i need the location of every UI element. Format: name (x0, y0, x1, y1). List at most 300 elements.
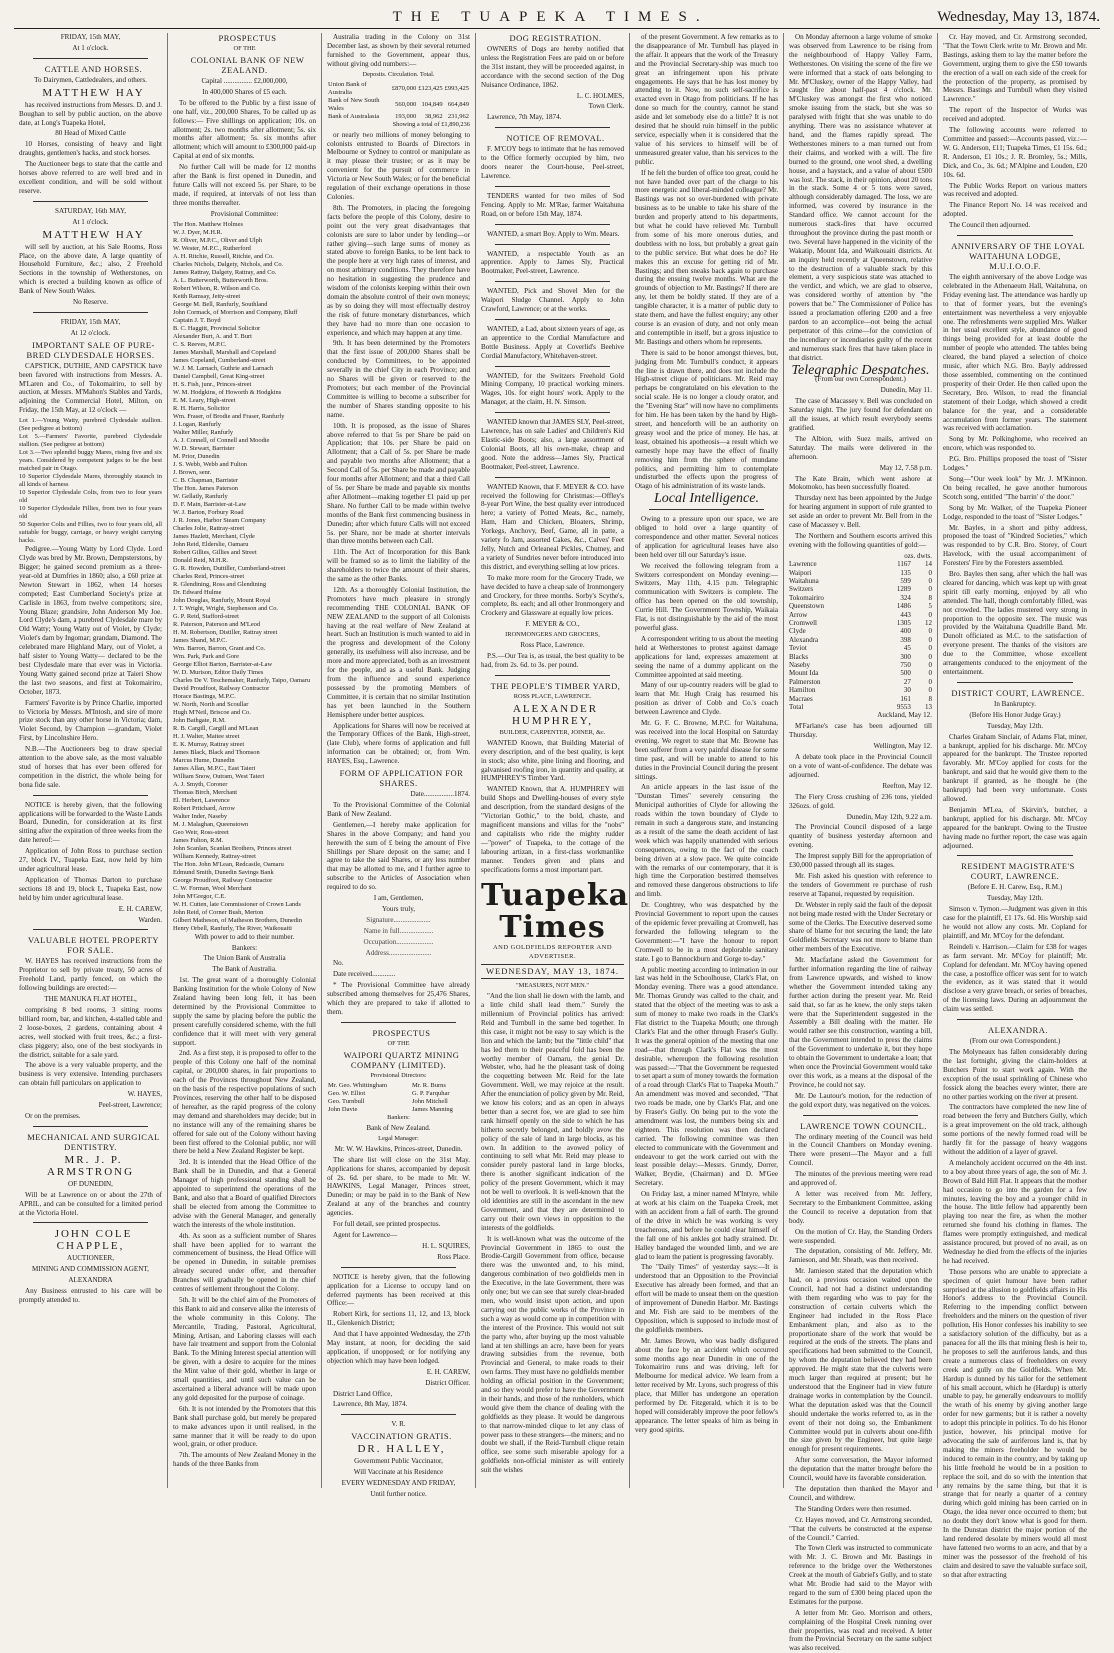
committee-member: The Hon. James Paterson (173, 484, 238, 492)
prospectus-body: Applications for Shares will now be received at the Temporary Offices of the Bank, High-street, (late Club), where forms of application and full information can be obtained; or, from Wm. HAYES, Esq., Lawrence. (327, 721, 470, 766)
waipori-prospectus-heading: PROSPECTUS (372, 1027, 431, 1038)
alexandra-heading: ALEXANDRA. (987, 1025, 1048, 1036)
hotel-body2: comprising 8 bed rooms, 3 sitting rooms billiard room, bar, and kitchen, 4-stalled table and 2 loose-boxes, 2 gardens, containing about 4 acres, well stocked with fruit trees, &c.; a first-class piggery; also, one of the best stockyards in the district, suitable for a sale yard. (19, 1005, 162, 1059)
wanted-ad: WANTED, a respectable Youth as an apprentice. Apply to James Sly, Practical Bootmaker, Peel-street, Lawrence. (481, 249, 624, 276)
form-am: I am, Gentlemen, (373, 894, 424, 903)
council-item: The Standing Orders were then resumed. (795, 1504, 912, 1513)
rm-date: Tuesday, May 12th. (986, 894, 1044, 903)
committee-member: C. S. Reeves, M.P.C. (173, 340, 227, 348)
committee-member: James Fulton, R.M. (173, 836, 224, 844)
local-item: On Monday afternoon a large volume of smoke was observed from Lawrence to be rising from the neighbourhood of Happy Valley Farm, Wetherstones. On visiting the scene of the fire we were informed that a stack of oats belonging to Mr. M'Cluskey, owner of the Happy Valley, had caught fire about half-past 4 o'clock. Mr. M'Cluskey was amongst the first who noticed smoke issuing from the stack, but she was so paralysed with fright that she was unable to do anything. There was no assistance whatever at hand, and the flames rapidly spread. The Wetherstones miners to a man turned out from their claims, and worked with a will. The fire burned to the ground, one wool shed, a dwelling house, and a haystack, and a value of about £500 was lost. The stack, in their opinion, about 20 tons in the stack. Some 4 or 5 tons were saved, although considerably damaged. The loss, we are informed, was covered by insurance in the Standard office. We cannot account for the numerous stack-fires that have occurred throughout the province during the past month or two. Several have happened in the vicinity of the Wakatip, Mount Ida, and Waikouaiti districts. At an inquiry held recently at Queenstown, relative to the destruction of a valuable stack by this element, a very suspicious state was attached to the verdict, and which, we are glad to observe, was considered worthy of attention by "the powers that be." The Commissioner of Police has issued a proclamation offering £200 and a free pardon to an accomplice—not being the actual perpetrator of this crime—for the conviction of the incendiary or incendiaries guilty of the recent and numerous stack fires that have taken place in that district. (789, 33, 932, 362)
committee-member: W. North, North and Scoullar (173, 700, 249, 708)
prospectus-body: 12th. As a thoroughly Colonial Institution, the Promoters have much pleasure in strongly recommending THE COLONIAL BANK OF NEW ZEALAND to the support of all Colonists having at the real welfare of New Zealand at heart. Such an Institution is much wanted to aid in the progress and development of the Colony generally, its usefulness will also increase, and be more and more appreciated, both as an investment for the people, and as a useful Bank. Judging from the influence and sound experience possessed by the promoting Members of Committee, it is certain that no similar Institution has yet been launched in the Southern Hemisphere under better auspices. (327, 585, 470, 719)
divider (341, 1267, 456, 1268)
council-item: The deputation, consisting of Mr. Jeffery, Mr. Jamieson, and Mr. Sheath, was then received. (789, 1247, 932, 1265)
sale3-heading: IMPORTANT SALE OF PURE-BRED CLYDESDALE HORSES. (26, 339, 155, 360)
divider (33, 58, 148, 59)
nota-bene: N.B.—The Auctioneers beg to draw special attention to the above sale, as the most valuable stud of horses that has ever been offered for competition in the district, the whole being for bona fide sale. (19, 745, 162, 789)
wanted-ad: To make more room for the Grocery Trade, we have decided to have a cheap sale of Ironmongery and Crockery, for three months. Sorby's Scythe's, complete, 8s. each; and all other Ironmongery and Crockery and Glassware at equally low prices. (481, 573, 624, 618)
leader-paragraph: of the present Government. A few remarks as to the disappearance of Mr. Turnbull has played in the affair. It appears that the work of the Treasury and the Provincial Secretary-ship was much too great an infringement upon his private engagements. He says that he has lost money by attending to it. Now, no such self-sacrifice is exacted even in Otago from politicians. If he has done so much for the country, cannot he stand aside and let somebody else do a little? It is not desired that he should ruin himself in the public service, especially when it is considered that the value of his services to himself will be of unmeasured greater value, than his services to the public. (635, 33, 778, 166)
divider (33, 929, 148, 930)
local-item: Many of our up-country readers will be glad to learn that Mr. Hugh Craig has resumed his position as driver of Cobb and Co.'s coach between Lawrence and Clyde. (635, 681, 778, 717)
prospectus-body: Australia trading in the Colony on 31st December last, as shown by their several returned furnished to the Government, appear thus, without giving odd numbers:— (327, 33, 470, 68)
divider (495, 127, 610, 128)
column-6 (784, 33, 938, 1653)
list-item: Lot 3.—Two splendid buggy Mares, rising five and six years. Considered by competent judges to be the best matched pair in Otago. (19, 449, 162, 473)
table-row: Waipori 135 0 (789, 568, 932, 577)
hotel-heading: VALUABLE HOTEL PROPERTY FOR SALE. (28, 935, 159, 956)
list-item: 10 Superior Clydesdale Colts, from two to four years old (19, 489, 162, 505)
committee-member: Robert Wilson, R. Wilson and Co. (173, 284, 261, 292)
form-field[interactable]: Name in full................... (363, 926, 434, 935)
divider (33, 1222, 148, 1223)
table-row: Cromwell 1305 12 (789, 619, 932, 627)
committee-member: W. J. Barton, Forbury Road (173, 508, 244, 516)
removal-body: F. M'COY begs to intimate that he has removed to the Office formerly occupied by him, two doors nearer the Court-house, Peel-street, Lawrence. (481, 145, 624, 180)
form-to: To the Provisional Committee of the Colonial Bank of New Zealand. (327, 800, 470, 818)
divider (495, 477, 610, 478)
prospectus-heading: PROSPECTUS (218, 33, 277, 43)
notice2-a: Robert Kirk, for sections 11, 12, and 13, block II., Glenkenich District; (327, 1310, 470, 1328)
waipori-legal-heading: Legal Manager: (378, 1134, 419, 1142)
table-row: Arrow 443 0 (789, 610, 932, 619)
committee-member: C. B. Chapman, Barrister (173, 476, 238, 484)
notice1-signature: E. H. CAREW, (118, 904, 162, 913)
power-note: With power to add to their number. (194, 932, 295, 941)
vaccination-body: Will Vaccinate at his Residence (353, 1468, 444, 1477)
prospectus-body: 1st. The great want of a thoroughly Colonial Banking Institution for the whole Colony of New Zealand having been long felt, it has been determined by the Provisional Committee to supply the same by placing before the public the present carefully considered scheme, with the full confidence that it will meet with very general support. (173, 976, 316, 1047)
divider (33, 312, 148, 313)
removal-heading: NOTICE OF REMOVAL. (506, 133, 605, 144)
sale3-time: At 12 o'clock. (70, 328, 111, 337)
hotel-body: W. HAYES has received instructions from the Proprietor to sell by private treaty, 50 acres of Freehold Land, partly fenced, on which the following buildings are erected:— (19, 957, 162, 993)
notice2-signature: E. H. CAREW, (426, 1367, 470, 1376)
prospectus-body: 9th. It has been determined by the Promoters that the first issue of 200,000 Shares shall be conducted by Committees, to be appointed severally in the chief City in each Province; and no Shares will be given or reserved to the Promoters; but each member of the Provincial Committee is willing to become a subscriber for the number of Shares standing opposite to his name. (327, 339, 470, 419)
committee-member: Charles Jolie, Rattray-street (173, 524, 245, 532)
prospectus-body: 7th. The amounts of New Zealand Money in the hands of the three Banks from (173, 1451, 316, 1469)
committee-member: Charles De V. Teschemaker, Ranfurly, Taipo, Oamaru (173, 676, 311, 684)
table-row: Hamilton 30 0 (789, 686, 932, 695)
dispatch: The case of Macassey v. Bell was concluded on Saturday night. The jury found for defendant on all the issues, at which result everybody seems gratified. (789, 397, 932, 432)
committee-member: James Rattray, Dalgety, Rattray, and Co. (173, 268, 277, 276)
committee-member: Wm. Barron, Barron, Grant and Co. (173, 644, 266, 652)
notice1-role: Warden. (138, 915, 162, 924)
committee-member: El. Herbert, Lawrence (173, 796, 230, 804)
divider (495, 675, 610, 676)
committee-member: D. F. Main, Barrister-at-Law (173, 500, 247, 508)
dispatch: The Northern and Southern escorts arrived this evening with the following quantities of gold:— (789, 531, 932, 549)
council-item: The following accounts were referred to Committee and passed:—Accounts passed, viz.:—W. G. Anderson, £11; Tuapeka Times, £1 15s. 6d.; R. Anderson, £1 10s.; J. R. Bromley, 5s.; Mills, Dick, and Co., 3s. 6d.; M'Alpine and Louden, £20 10s. 6d. (943, 126, 1087, 179)
council-item: The Town Clerk was instructed to communicate with Mr. J. C. Brown and Mr. Bastings in reference to the bridge over the Wetherstones Creek at the mouth of Gabriel's Gully, and to state what Mr. Brodie had said to the Mayor with regard to the sum of £300 being placed upon the Estimates for the purpose. (789, 1544, 932, 1606)
alexandra-item: Those persons who are unable to appreciate a specimen of quiet humour have been rather surprised at the allusion to goldfields affairs in His Honor's address to the Provincial Council. Referring to the impending conflict between freeholders and the miners on the question of river pollution, His Honor confesses his inability to see a satisfactory solution of the difficulty, but as a panacea for all the ills that mining flesh is heir to, he proposes to sell the auriferous lands, and thus create a numerous class of freeholders on every creek and gully on the Goldfields. When Mr. Hardup is dunned by his tailor for the settlement of his small account, which he (Hardup) is utterly unable to pay, he generally endeavours to mollify the wrath of his enemy by giving another large order for new garments; but it is rather a novelty to adopt this principle in politics. To do his Honor justice, however, his principal motive for advocating the sale of auriferous land is, that by making the miners freeholder he would be induced to remain in the country, and by taking up his little freehold he would be in a position to replace the soil, and do so with the intention that any remains by the same thing, but that it is strange that for nearly a quarter of a century during which gold mining has been carried on in Otago, the idea never once occurred to them; but no doubt they don't know what is good for them. In the Dunstan district the major portion of the land rendered desolate by miners would all most have fattened two worms to an acre, and that by a miner was the possessor of the freehold of his claim and desired to save the valuable surface soil, so that after extracting (943, 1267, 1087, 1579)
waipori-body: The share list will close on the 31st May. Applications for shares, accompanied by deposit of 2s. 6d. per share, to be made to Mr. W. HAWKINS, Legal Manager, Princes street, Dunedin; or may be paid in to the Bank of New Zealand at any of the branches and country agencies. (327, 1155, 470, 1218)
council-heading: LAWRENCE TOWN COUNCIL. (800, 1120, 927, 1131)
council-item: After some conversation, the Mayor informed the deputation that the matter brought before the Council, would have its favorable consideration. (789, 1456, 932, 1483)
table-row: Palmerston 27 0 (789, 677, 932, 686)
table-row: Mr. Geo. Whittingham Mr. R. Burns (328, 1081, 446, 1089)
committee-member: W. H. Cutten, late Commissioner of Crown Lands (173, 900, 301, 908)
committee-member: Horace Bastings, M.P.C. (173, 692, 236, 700)
bank-name: COLONIAL BANK OF NEW ZEALAND. (190, 55, 305, 75)
timber-body: WANTED Known, that Building Material of every description, and of the best quality, is kept in stock; also white, pine lining and flooring, and galvanised roofing iron, in quantity and quality, at HUMPHREY'S Timber Yard. (481, 738, 624, 783)
tenders: TENDERS wanted for two miles of Sod Fencing. Apply to Mr. M'Rae, farmer Waitahuna Road, on or before 15th May, 1874. (481, 191, 624, 218)
masthead (14, 0, 1100, 29)
committee-member: G. P. Reid, Stafford-street (173, 612, 239, 620)
timber-body2: WANTED Known, that A. HUMPHREY will build Shops and Dwelling-houses of every style and description, from the standard designs of the "Victorian Gothic," to the bold, chaste, and magnificent mansions and villas for the "nobs" and capitalists who ride the mighty rudder—"power" of Tuapeka, to the cottage of the labouring artizan, in a first-class workmanlike manner. Tenders given and plans and specifications forms a most important part. (481, 785, 624, 874)
dog-heading: DOG REGISTRATION. (509, 33, 602, 43)
council-item: The Council then adjourned. (949, 221, 1031, 230)
pedigree2: Farmers' Favorite is by Prince Charlie, imported to Victoria by Messrs. M'Intosh, and sire of more prize stock than any other horse in Victoria; dam, Violet Second, by Champion —grandam, Violet First, by Lincolnshire Hero. (19, 698, 163, 743)
table-total: Showing a total of £1,890,236 (392, 120, 470, 128)
leader-paragraph: "And the lion shall lie down with the lamb, and a little child shall lead them." Surely the millennium of Provincial politics has arrived: Reid and Turnbull in the same bed together. In this case, it might not be easy to say which is the lion and which the lamb; but the "little child" that has led them to their peaceful fold has been the worthy member of Oamaru, the genial Dr. Webster, who, had he the pleasant task of doing the coquetting between Mr. Reid for the late Government. Well, we may rejoice at the result. After the enunciation of policy given by Mr. Reid, we know his colors; and as an open in always better than a secret foe, we are glad to see him rank himself openly on the side to which he has hitherto secretly belonged, and boldly avow the policy of the sale of land in large blocks, as his own. In addition to the avowed policy of continuing to sell what Mr. Reid may please to consider purely pastoral land in large blocks, there is another significant indication of the policy of the present Government, which it may not be well to overlook. It is well-known that the old identities are still in the ascendant in the new Government, and that they are determined to carry out their own views in opposition to the interests of the goldfields. (481, 992, 624, 1232)
table-row: Bank of Australasia 193,000 38,962 231,962 (328, 112, 469, 120)
wanted-ad: WANTED, a Lad, about sixteen years of age, as an apprentice to the Cordial Manufacture and Bottle Business. Apply at Coverlid's Beehive Cordial Manufactory, Whitehaven-street. (481, 324, 624, 360)
sale1-body: has received instructions from Messrs. D. and J. Boughan to sell by public auction, on the above date, at Long's Tuapeka Hotel, (19, 100, 162, 127)
committee-member: John M'Gregor, C.E. (173, 892, 226, 900)
notice1-a: Application of John Ross to purchase section 27, block IV., Tuapeka East, now held by him under agricultural lease. (19, 847, 162, 873)
committee-member: M. Prior, Dunedin (173, 452, 220, 460)
committee-member: B. C. Haggitt, Provincial Solicitor (173, 324, 261, 332)
committee-member: W. M. Hodgkins, of Howorth & Hodgkins (173, 388, 282, 396)
committee-member: Wm. Fraser, of Brodie and Fraser, Ranfurly (173, 412, 285, 420)
form-field[interactable]: Occupation..................... (363, 937, 434, 946)
local-item: Owing to a pressure upon our space, we are obliged to hold over a large quantity of correspondence and other matter. Several notices of application for agricultural leases have also been held over till our Saturday's issue. (635, 515, 778, 559)
sale1-item: 10 Horses, consisting of heavy and light draughts, gentlemen's hacks, and stock horses. (19, 140, 162, 158)
dispatch: The Fiery Cross crushing of 236 tons, yielded 326ozs. of gold. (789, 792, 932, 810)
lodge-item: The eighth anniversary of the above Lodge was celebrated in the Athenaeum Hall, Waitahuna, on Friday evening last. The attendance was hardly up to that of former years, but the evening's entertainment was nevertheless a very enjoyable one. The refreshments were supplied Mrs. Walker in her usual excellent style, abundance of good things being provided for at least double the number of people who attended. The tables being cleared, the band played a selection of choice music, after which N.G. Bro. Bayly addressed those assembled, commenting on the continued prosperity of their Order. He then called upon the Secretary, Bro. Wilson, to read the financial statement of their Lodge, which showed a credit balance for the year, and a considerable accumulation from former years. The statement was received with acclamation. (943, 273, 1087, 433)
deposits-table-head: Deposits. Circulation. Total. (362, 70, 435, 78)
hotel-body3: The above is a very valuable property, and the business is very extensive. Intending purchasers can obtain full particulars on application to (19, 1061, 162, 1088)
committee-member: G. R. Howden, Duttiller, Cumberland-street (173, 564, 286, 572)
notice1: NOTICE is hereby given, that the following applications will be forwarded to the Waste Lands Board, Dunedin, for consideration at its first sitting after the expiration of three weeks from the date hereof:— (19, 800, 162, 845)
waipori-name: WAIPORI QUARTZ MINING COMPANY (LIMITED). (343, 1049, 460, 1070)
wanted-ad: WANTED, for the Switzers Freehold Gold Mining Company, 10 practical working miners. Wages, 10s. for eight hours' work. Apply to the Manager, at the claim, H. N. Simson. (481, 371, 624, 407)
divider (957, 1019, 1073, 1020)
court-date: Tuesday, May 12th. (986, 721, 1044, 730)
list-item: 10 Superior Clydesdale Mares, thoroughly staunch in all kinds of harness (19, 473, 162, 489)
committee-member: Walter Inder, Naseby (173, 812, 228, 820)
council-item: The report of the Inspector of Works was received and adopted. (943, 106, 1087, 124)
vaccination-heading: VACCINATION GRATIS. (351, 1431, 452, 1442)
court-item: Reindeli v. Harrison.—Claim for £38 for wages as farm servant. Mr. M'Coy for plaintiff; Mr. Copland for defendant. Mr. M'Coy having opened the case, a postoffice officer was sent for to watch the evidence, as it was stated that it would disclose a very grave breach, or series of breaches, of the licensing laws. During an adjournment the claim was settled. (943, 942, 1087, 1014)
divider (495, 366, 610, 367)
prospectus-body: 2nd. As a first step, it is proposed to offer to the people of this Colony one half of the nominal capital, or 200,000 shares, in fair proportions to each of the Provinces throughout New Zealand, on the basis of the respective populations of such Provinces, reserving the other half to be disposed of hereafter, as the rapid progress of the colony may demand and shareholders may decide; but in no instance will any of the remaining shares be offered for sale out of the Colony without having been first offered to the Colonial public, nor will there be held a New Zealand Register be kept. (173, 1049, 316, 1156)
local-item: On Friday last, a miner named M'Intyre, while at work at his claim on the Tuapeka Creek, met with an accident from a fall of earth. The ground of the drive in which he was working is very treacherous, and before he could clear himself of the fall one of his ankles got badly strained. Dr. Halley bandaged the wounded limb, and we are glad to learn the patient is progressing favorably. (635, 1190, 778, 1261)
dispatch-place: Dunedin, May 12th, 9.22 a.m. (846, 812, 932, 821)
committee-member: George Elliot Barton, Barrister-at-Law (173, 660, 273, 668)
committee-member: James Marshall, Marshall and Copeland (173, 348, 276, 356)
sale1-time: At 1 o'clock. (72, 43, 109, 52)
deposits-table (327, 81, 470, 121)
committee-member: John Reid, Elderslie, Oamaru (173, 540, 249, 548)
telegraphic-heading: Telegraphic Despatches. (791, 362, 930, 378)
columns (14, 33, 1100, 1653)
divider (495, 319, 610, 320)
court-item: Charles Graham Sinclair, of Adams Flat, miner, a bankrupt, applied for his discharge. Mr. M'Coy appeared for the bankrupt. The Trustee reported favorably. Mr. M'Coy applied for costs for the bankrupt, and said that he would give them to the bankrupt if granted, as he thought he (the bankrupt) had been very unfortunate. Costs allowed. (943, 732, 1087, 803)
form-heading: FORM OF APPLICATION FOR SHARES. (339, 768, 464, 789)
leader-paragraph: It is well-known what was the outcome of the Provincial Government in 1865 to oust the Brodie-Cargill Government from office, because there was the unwonted and, to his mind, dangerous combination of two goldfields men in the Executive, in the late Government, there was only one; but we can see that surely clear-headed men, who would insist upon action, and upon carrying out the public works of the Province in such a way as would come up in competition with the interest of the Province. This would not suit the party who, after buying up the most valuable land at ten shillings an acre, have been for years drawing subsidies from the revenue, both Provincial and General, to make roads to their own farms. They must have no goldfields member holding an official position in the Government; and so they would prefer to have the Government in their hands, and those of the runholders, which would give them the chance of dealing with the goldfields as they please. It would be dangerous to that narrow-minded clique to let any class of power pass to these strangers—the miners; and no doubt we shall, if the Reid-Turnbull clique retain office, see some such miserable apology for a goldfields non-official minister as will entirely suit the wishes (481, 1234, 624, 1475)
table-row: Naseby 750 0 (789, 661, 932, 670)
meyer-signature: F. MEYER & CO., (525, 620, 580, 629)
council-item: On the motion of Cr. Hay, the Standing Orders were suspended. (789, 1227, 932, 1245)
issue-date: WEDNESDAY, MAY 13, 1874. (481, 965, 624, 979)
auctioneer-name: MATTHEW HAY (42, 228, 145, 241)
local-item: Dr. Coughtrey, who was despatched by the Provincial Government to report upon the causes of the epidemic fever prevailing at Cromwell, has forwarded the following telegram to the Government:—"I have the honour to report Cromwell to be in a most deplorable sanitary state. I go to Bannockburn and Gorge to-day." (635, 901, 778, 963)
dog-body: OWNERS of Dogs are hereby notified that unless the Registration Fees are paid on or before the 31st instant, they will be proceeded against, in accordance with the second section of the Dog Nuisance Ordinance, 1862. (481, 45, 624, 89)
form-field[interactable]: Signature..................... (366, 915, 431, 924)
sale3-date: FRIDAY, 15th MAY, (60, 317, 121, 326)
committee-member: R. H. Harris, Solicitor (173, 404, 230, 412)
sale2-body: will sell by auction, at his Sale Rooms, Ross Place, on the above date, A large quantity of Household Furniture, &c.; also, 2 Freehold Sections in the township of Wetherstones, on which is erected a building known as office of Bank of New South Wales. (19, 242, 162, 296)
committee-member: John Cormack, of Morrison and Company, Bluff (173, 308, 298, 316)
table-total-row: Total 9553 13 (789, 703, 932, 712)
form-body: Gentlemen,—I hereby make application for Shares in the above Company; and hand you herewith the sum of £ being the amount of Five Shillings per Share deposit on the same; and I agree to take the said Shares, or any less number that may be allotted to me, and I further agree to subscribe to the Articles of Association when required to do so. (327, 820, 470, 892)
committee-member: Thomas Birch, Merchant (173, 788, 238, 796)
waipori-agent: Agent for Lawrence— (333, 1230, 398, 1239)
committee-member: E. M. Leary, High-street (173, 396, 236, 404)
committee-member: W. D. Stewart, Barrister (173, 444, 235, 452)
prospectus-body: 6th. It is not intended by the Promoters that this Bank shall purchase gold, but merely be prepared to make advances upon it until realised, in the same manner that it will be ready to do upon wool, grain, or other produce. (173, 1404, 316, 1449)
court-item: Simson v. Tymon.—Judgment was given in this case for the plaintiff, £1 17s. 6d. His Worship said he would not allow any costs. Mr. Copland for plaintiff, and Mr. M'Coy for the defendant. (943, 905, 1087, 940)
council-item: A letter from Mr. Geo. Morrison and others, complaining of the Hospital Creek running over their properties, was read and received. A letter from the Provincial Secretary on the same subject was also received. (789, 1608, 932, 1653)
gold-escort-table (789, 552, 932, 712)
table-header: ozs. dwts. (904, 551, 932, 560)
committee-member: John Bathgate, R.M. (173, 716, 226, 724)
leader-paragraph: There is said to be honor amongst thieves, but, judging from Mr. Turnbull's conduct, it appears the line is drawn there, and does not include the High-street clique of politicians. Mr. Reid may perhaps be congratulated on his elevation to the social scale. He is no longer a cloudy orator, and the "Evening Star" will now have no compliments for him. He has been taken by the hand by High-street, and henceforth will be an authority on greasy wool and the price of money. He has, at least, obtained his apotheosis—a result which we earnestly hope may have the effect of finally removing him from the sphere of mundane politics, and permitting him to contemplate undisturbed the effects upon the progress of Otago of his administration of its waste lands. (635, 348, 778, 491)
committee-member: J. Logan, Ranfurly (173, 420, 221, 428)
meyer-role: IRONMONGERS AND GROCERS, (505, 631, 600, 639)
committee-member: James Black, Black and Thomson (173, 748, 260, 756)
prospectus-body: or nearly two millions of money belonging to colonists entrusted to Boards of Directors in Melbourne or Sydney to control or manipulate as it may please their trustee; or as it may be convenient for the pursuit of commerce in Victoria or New South Wales; or for the beneficial regulation of their exchange operations in those Colonies. (327, 130, 470, 201)
divider (957, 235, 1073, 236)
waipori-of: OF THE (387, 1039, 410, 1047)
committee-member: W. J. M. Larnach, Guthrie and Larnach (173, 364, 274, 372)
waipori-bankers-heading: Bankers: (387, 1113, 410, 1121)
list-item: 10 Superior Clydesdale Fillies, from two to four years old (19, 505, 162, 521)
bankers-heading: Bankers: (231, 943, 258, 952)
dispatch: Mr. Fish asked his question with reference to the tenders of Government re purchase of rush reserve at Tapanui, requested by requisition. (789, 871, 932, 898)
table-row: Mount Ida 500 0 (789, 669, 932, 678)
nameplate-subtitle: AND GOLDFIELDS REPORTER AND ADVERTISER. (481, 944, 624, 965)
sale1-to: To Dairymen, Cattledealers, and others. (34, 75, 147, 84)
council-item: A letter was received from Mr. Jeffery, Secretary to the Embankment Committee, asking the Council to receive a deputation from that body. (789, 1189, 932, 1225)
dispatch: M'Farlane's case has been adjourned till Thursday. (789, 722, 932, 740)
committee-member: Dr. Edward Hulme (173, 588, 222, 596)
court-item: Benjamin M'Lea, of Skirvin's, butcher, a bankrupt, applied for his discharge. Mr. M'Coy appeared for the bankrupt. Owing to the Trustee having made no further report, the case was again adjourned. (943, 805, 1087, 850)
column-1 (14, 33, 168, 1488)
rm-court-heading: RESIDENT MAGISTRATE'S COURT, LAWRENCE. (961, 861, 1075, 882)
committee-member: Henry Orbell, Ranfurly, The River, Waikouaiti (173, 924, 292, 932)
alexandra-item: The contractors have completed the new line of road between the ferry and Butchers Gully, which is a great improvement on the old track, although some portions of the newly formed road will be hardly fit for the passage of heavy waggons without the addition of a layer of gravel. (943, 1103, 1087, 1156)
committee-member: H. S. Fish, junr., Princes-street (173, 380, 252, 388)
notice2-office: District Land Office, (333, 1389, 393, 1398)
dog-date: Lawrence, 7th May, 1874. (487, 113, 562, 122)
lodge-item: Bro. Bayles then sang, after which the hall was cleared for dancing, which was kept up with great spirit till early morning, enjoyed by all who attended. The hall, though comfortably filled, was not crowded. The ladies mustered very strong in proportion to the opposite sex. The music was provided by the Waitahuna Quadrille Band. Mr. Dunolt officiated as M.C. to the satisfaction of everyone present. The thanks of the visitors are due to the Committee, whose excellent arrangements conduced to the enjoyment of the entertainment. (943, 570, 1087, 676)
committee-member: Keith Ramsay, Jetty-street (173, 292, 241, 300)
committee-member: Alexander Burt, A. and T. Burt (173, 332, 252, 340)
sale1-date: FRIDAY, 15th MAY, (60, 33, 121, 41)
committee-member: H. M. Robertson, Distiller, Rattray street (173, 628, 278, 636)
divider (803, 1115, 918, 1116)
council-item: Cr. Hay moved, and Cr. Armstrong seconded, "That the Town Clerk write to Mr. Brown and Mr. Bastings, asking them to lay the matter before the Government, urging them to give the £50 towards the erection of a wall on each side of the creek for the protection of the property, as promised by Messrs. Bastings and Turnbull when they visited Lawrence." (943, 33, 1087, 104)
chapple-body: Any Business entrusted to his care will be promptly attended to. (19, 1287, 162, 1305)
prospectus-of: OF THE (233, 45, 256, 52)
court-judge: (Before His Honor Judge Gray.) (969, 710, 1061, 719)
dentist-body: Will be at Lawrence on or about the 27th of APRIL, and can be consulted for a limited period at the Victoria Hotel. (19, 1190, 162, 1217)
divider (33, 1126, 148, 1127)
waipori-agent-place: Ross Place. (437, 1252, 470, 1261)
meyer-ps: P.S.—Our Tea is, as usual, the best quality to be had, from 2s. 6d. to 3s. per pound. (481, 652, 624, 669)
waipori-directors-heading: Provisional Directors: (370, 1071, 427, 1079)
capital2: In 400,000 Shares of £5 each. (202, 87, 287, 96)
alexandra-item: A melancholy accident occurred on the 4th inst. to a boy about three years of age, the son of Mr. J. Brown of Bald Hill Flat. It appears that the mother had occasion to go into the garden for a few minutes, leaving the boy and a younger child in the house. The little fellow had apparently been playing too near the fire, as when the mother returned she found his clothing in flames. The flames were promptly extinguished, and medical assistance procured, but proved of no avail, as on Wednesday he died from the effects of the injuries he had received. (943, 1158, 1087, 1265)
vaccination-doctor: DR. HALLEY, (357, 1443, 446, 1456)
local-item: A correspondent writing to us about the meeting held at Wetherstones to protest against damage applications for land, expresses amazement at seeing the name of a dummy applicant on the Committee appointed at said meeting. (635, 634, 778, 679)
prospectus-body: 4th. As soon as a sufficient number of Shares shall have been applied for to warrant the commencement of business, the Head Office will be opened in Dunedin, in suitable premises already secured under offer, and thereafter Branches will gradually be opened in the chief centres of settlement throughout the Colony. (173, 1231, 316, 1294)
committee-member: Wm. Park, Park and Gore (173, 652, 240, 660)
committee-member: C. W. Forman, Wool Merchant (173, 884, 252, 892)
table-row: Bank of New South Wales 560,000 104,849 664,849 (328, 96, 469, 112)
committee-member: Robert Gillies, Gillies and Street (173, 548, 257, 556)
column-5 (630, 33, 784, 1488)
list-item: 50 Superior Colts and Fillies, two to four years old, all suitable for buggy, carriage, or heavy weight carrying hacks. (19, 521, 162, 545)
dog-signature: L. C. HOLMES, (576, 91, 624, 100)
committee-member: A. L. Butterworth, Butterworth Bros. (173, 276, 269, 284)
committee-member: J. R. Jones, Harbor Steam Company (173, 516, 266, 524)
committee-member: James Hazlett, Merchant, Clyde (173, 532, 255, 540)
council-item: The minutes of the previous meeting were read and approved of. (789, 1170, 932, 1188)
timber-sub: ROSS PLACE, LAWRENCE. (513, 692, 592, 700)
committee-member: H. J. Walter, Maitee street (173, 732, 240, 740)
chapple-name: JOHN COLE CHAPPLE, (54, 1228, 133, 1253)
timber-name: ALEXANDER HUMPHREY, (511, 702, 599, 727)
waipori-bankers: Bank of New Zealand. (366, 1123, 431, 1132)
table-row: Clyde 400 0 (789, 627, 932, 636)
telegraphic-from: (From our own Correspondent.) (815, 375, 906, 384)
council-item: The Finance Report No. 14 was received and adopted. (943, 201, 1087, 219)
motto: "MEASURES, NOT MEN." (516, 982, 589, 990)
alexandra-item: The Molyneaux has fallen considerably during the last fortnight, giving the claim-holders at Butchers Point to start work again. With the exception of the usual sprinkling of Chinese who fossick along the beaches every winter, there are no other parties working on the river at present. (943, 1048, 1087, 1101)
dispatch: Mr. De Lautour's motion, for the reduction of the gold export duty, was negatived on the voices. (789, 1091, 932, 1109)
committee-member: W. D. Murison, Editor Daily Times (173, 668, 264, 676)
column-7 (938, 33, 1092, 1579)
council-item: The deputation then thanked the Mayor and Council, and withdrew. (789, 1484, 932, 1502)
committee-member: A. H. Ritchie, Russell, Ritchie, and Co. (173, 252, 274, 260)
council-item: Cr. Hayes moved, and Cr. Armstrong seconded, "That the culverts be constructed at the expense of the Council." Carried. (789, 1515, 932, 1542)
council-item: The Public Works Report on various matters was received and adopted. (943, 181, 1087, 199)
wanted-ad: WANTED known that JAMES SLY, Peel-street, Lawrence, has on sale Ladies' and Children's Kid Elastic-side Boots; also, a large assortment of Colonial Boots, all his own-make, cheap and good. Note the address—James Sly, Practical Bootmaker, Peel-street, Lawrence. (481, 418, 624, 471)
timber-heading: THE PEOPLE'S TIMBER YARD, (490, 680, 621, 691)
committee-member: E. K. Murray, Rattray street (173, 740, 245, 748)
committee-member: Daniel Campbell, Great King-street (173, 372, 265, 380)
sale2-reserve: No Reserve. (72, 298, 109, 307)
local-item: Mr. James Brown, who was badly disfigured about the face by an accident which occurred some months ago near Dunedin in one of the Tokomairiro runs and was driving, left for Melbourne for medical advice. We learn from a letter received by Mr. Lyons, such progress of this place, that Miller has undergone an operation performed by Dr. Fitzgerald, which it is to be hoped will considerably improve the poor fellow's appearance. The letter speaks of him as being in very good spirits. (635, 1336, 778, 1434)
table-row: Switzers 1289 0 (789, 585, 932, 594)
local-item: A public meeting according to intimation in our last was held in the Schoolhouse, Clark's Flat, on Monday evening. There was a good attendance. Mr. Thomas Grundy was called to the chair, and stated that the object of the meeting was to ask a sum of money to make two roads in the Clark's Flat district to the Tuapeka Mouth; one through Clark's Flat and the other through Fraser's Gully. It was the general opinion of the meeting that one road—that through Clark's Flat was the most desirable, whereupon the following resolution was passed:—"That the Government be requested to set apart a sum of money towards the formation of a road through Clark's Flat to Tuapeka Mouth." An amendment was moved and seconded, "That two roads be made, one by Clark's Flat, and one by Fraser's Gully. On being put to the vote the amendment was lost, the numbers being six and eighteen. This resolution was then declared carried. The following committee was then elected to communicate with the Government and endeavour to get the work carried out with the least possible delay:—Messrs. Grundy, Dorrer, Walker, Brydie, (Chairman) and D. M'Gee Secretary. (635, 965, 778, 1188)
chapple-role: AUCTIONEER, (66, 1254, 115, 1263)
alexandra-from: (From our own Correspondent.) (969, 1037, 1061, 1046)
form-date: Date.................1874. (410, 790, 470, 799)
committee-member: Gilbert Matheson, of Matheson Brothers, Dunedin (173, 916, 303, 924)
leader-paragraph: If he felt the burden of office too great, could he not have handed over part of the charge to his more energetic and liberal-minded colleague? Mr. Bastings was not so over-burdened with private business as to be unable to take his share of the burden and properly attend to his departments, but what he could have relieved Mr. Turnbull from some of his more onerous duties, and doubtless with no loss, but probably a great gain to the public service. But what does he do? He makes this an excuse for getting rid of Mr. Bastings; and then sneaks back again to purchase during the ensuing twelve months. What are the grounds of objection to Mr. Bastings? If there are any, let them be boldly stated. If they are of a tangible character, it is a matter of public duty to state them, and have the fullest enquiry; any other course is an evasion of duty, and not only mean and contemptible in itself, but a gross injustice to Mr. Bastings and others whom he represents. (635, 168, 778, 346)
chapple-place: ALEXANDRA (68, 1276, 113, 1285)
divider (33, 201, 148, 202)
committee-member: A. J. Smyth, Coroner (173, 780, 228, 788)
committee-member: John Douglas, Ranfurly, Mount Royal (173, 596, 271, 604)
committee-member: Captain J. T. Boyd (173, 316, 221, 324)
vr-crest: V. R. (391, 1420, 406, 1429)
dispatch-place: Reefton, May 12. (882, 781, 932, 790)
committee-member: W. J. Dyer, M.H.R. (173, 228, 223, 236)
dispatch: The Provincial Council disposed of a large quantity of business yesterday afternoon and evening. (789, 823, 932, 850)
committee-member: A. J. Connell, of Connell and Moodie (173, 436, 270, 444)
list-item: Lot 5.—Farmers' Favorite, purebred Clydesdale stallion. (See pedigree at bottom) (19, 433, 162, 449)
sale1-note: The Auctioneer begs to state that the cattle and horses above referred to are well bred and in excellent condition, and will be sold without reserve. (19, 160, 162, 195)
committee-member: The Hon. John M'Lean, Redcastle, Oamaru (173, 860, 284, 868)
form-no: No. (333, 959, 344, 968)
table-row: Geo. W. Elliot G. P. Farquhar (328, 1089, 450, 1097)
vaccination-role: Government Public Vaccinator, (354, 1457, 443, 1466)
dispatch: The Kate Brain, which went ashore at Mokomoko, has been successfully floated. (789, 474, 932, 492)
dentist-of: OF DUNEDIN, (68, 1179, 113, 1188)
prospectus-body: 8th. The Promoters, in placing the foregoing facts before the people of this Colony, desire to point out the very great disadvantages that colonists are sure to labor under by lending—or rather giving—such large sums of money as stated above to foreign Banks, to be lent back to the people here at very high rates of interest, and on most arbitrary conditions. They therefore have no hesitation in suggesting the prudence and wisdom of the colonists keeping within their own domain the absolute control of their own moneys; as by so doing they will most effectually destroy the risk of future monetary disturbances, which they have had no more than one occasion to experience, and which may happen at any time. (327, 203, 470, 337)
lodge-item: P.G. Bro. Phillips proposed the toast of "Sister Lodges." (943, 455, 1087, 473)
sale3-lots (19, 417, 162, 545)
committee-member: W. Gellatly, Ranfurly (173, 492, 228, 500)
committee-member: Hugh M'Neil, Briscoe and Co. (173, 708, 251, 716)
committee-list (173, 221, 316, 933)
column-2 (168, 33, 322, 1488)
hotel-signature2: Peel-street, Lawrence; (98, 1101, 162, 1110)
dispatch-place: Auckland, May 12. (877, 711, 932, 720)
lodge-heading: ANNIVERSARY OF THE LOYAL WAITAHUNA LODGE, M.U.I.O.O.F. (951, 241, 1085, 272)
lodge-item: Song—"Our week look" by Mr. J. M'Kinnon. On being recalled, he gave another humorous Scotch song, entitled "The barrin' o' the door." (943, 474, 1087, 501)
dispatch-place: Dunedin, May 11. (880, 386, 932, 395)
table-row: Lawrence 1167 14 (789, 560, 932, 569)
local-item: Mr. G. F. C. Browne, M.P.C. for Waitahuna, was received into the local Hospital on Saturday evening. We regret to state that Mr. Browne has been sufferer from a very painful disease for some time past, and will be unable to attend to his duties in the Provincial Council during the present sittings. (635, 719, 778, 781)
dispatch-place: May 12, 7.58 p.m. (879, 463, 932, 472)
dentist-name: MR. J. P. ARMSTRONG (46, 1153, 135, 1178)
lodge-item: Mr. Bayles, in a short and pithy address, proposed the toast of "Kindred Societies," which was responded to by C.R. Bro. Storey, of Court Havelock, with the usual accompaniment of Foresters' Fire by the Foresters assembled. (943, 523, 1087, 568)
dispatch: The Imprest supply Bill for the appropriation of £30,000 passed through all its stages. (789, 852, 932, 870)
form-field[interactable]: Address........................ (365, 948, 432, 957)
divider (649, 509, 764, 510)
meyer-place: Ross Place, Lawrence. (520, 641, 585, 650)
committee-heading: Provisional Committee: (210, 209, 279, 218)
divider (957, 682, 1073, 683)
newspaper-nameplate: Tuapeka Times (481, 878, 630, 946)
form-yours: Yours truly, (381, 904, 416, 913)
dispatch: Dr. Webster in reply said the fault of the deposit not being made rested with the Under Secretary or some of the Clerks. The Executive deserved some share of blame for not securing the land; the late Goldfields Secretary was not more to blame than other members of the Executive. (789, 900, 933, 954)
local-intelligence-heading: Local Intelligence. (654, 491, 759, 507)
table-row: John Davie James Manning (328, 1105, 453, 1113)
auctioneer-name: MATTHEW HAY (42, 86, 145, 99)
lodge-item: Song by Mr. Walker, of the Tuapeka Pioneer Lodge, responded to the toast of "Sister Lodges." (943, 503, 1087, 521)
divider (33, 795, 148, 796)
vaccination-end: Until further notice. (370, 1490, 427, 1498)
timber-role: BUILDER, CARPENTER, JOINER, &c. (499, 728, 606, 736)
committee-member: Geo Weir, Ross-street (173, 828, 229, 836)
divider (495, 412, 610, 413)
committee-member: David Proudfoot, Railway Contractor (173, 684, 270, 692)
committee-member: R. B. Cargill, Cargill and M'Lean (173, 724, 259, 732)
notice2-date: Lawrence, 8th May, 1874. (333, 1400, 408, 1409)
bankers2: The Bank of Australia. (212, 965, 277, 974)
bankers1: The Union Bank of Australia (203, 954, 286, 963)
prospectus-body: 10th. It is proposed, as the issue of Shares above referred to that 5s per Share be paid on Application; that 10s. per Share be paid on Allotment; that a Call of 5s. per Share be made and payable two months after Allotment; that a Second Call of 5s. per Share be made and payable four months after Allotment; and that a third Call of 5s. per Share be made and payable six months after Allotment—making together £1 paid up per Share. No further Call to be made within twelve months of the Bank first commencing business in Dunedin; after which future Calls will not exceed 5s. per Share, nor be made at shorter intervals than three months between each Call. (327, 421, 470, 546)
waipori-legal: Mr. W. W. Hawkins, Princes-street, Dunedin. (334, 1144, 463, 1153)
committee-member: The Hon. Matthew Holmes (173, 220, 243, 228)
